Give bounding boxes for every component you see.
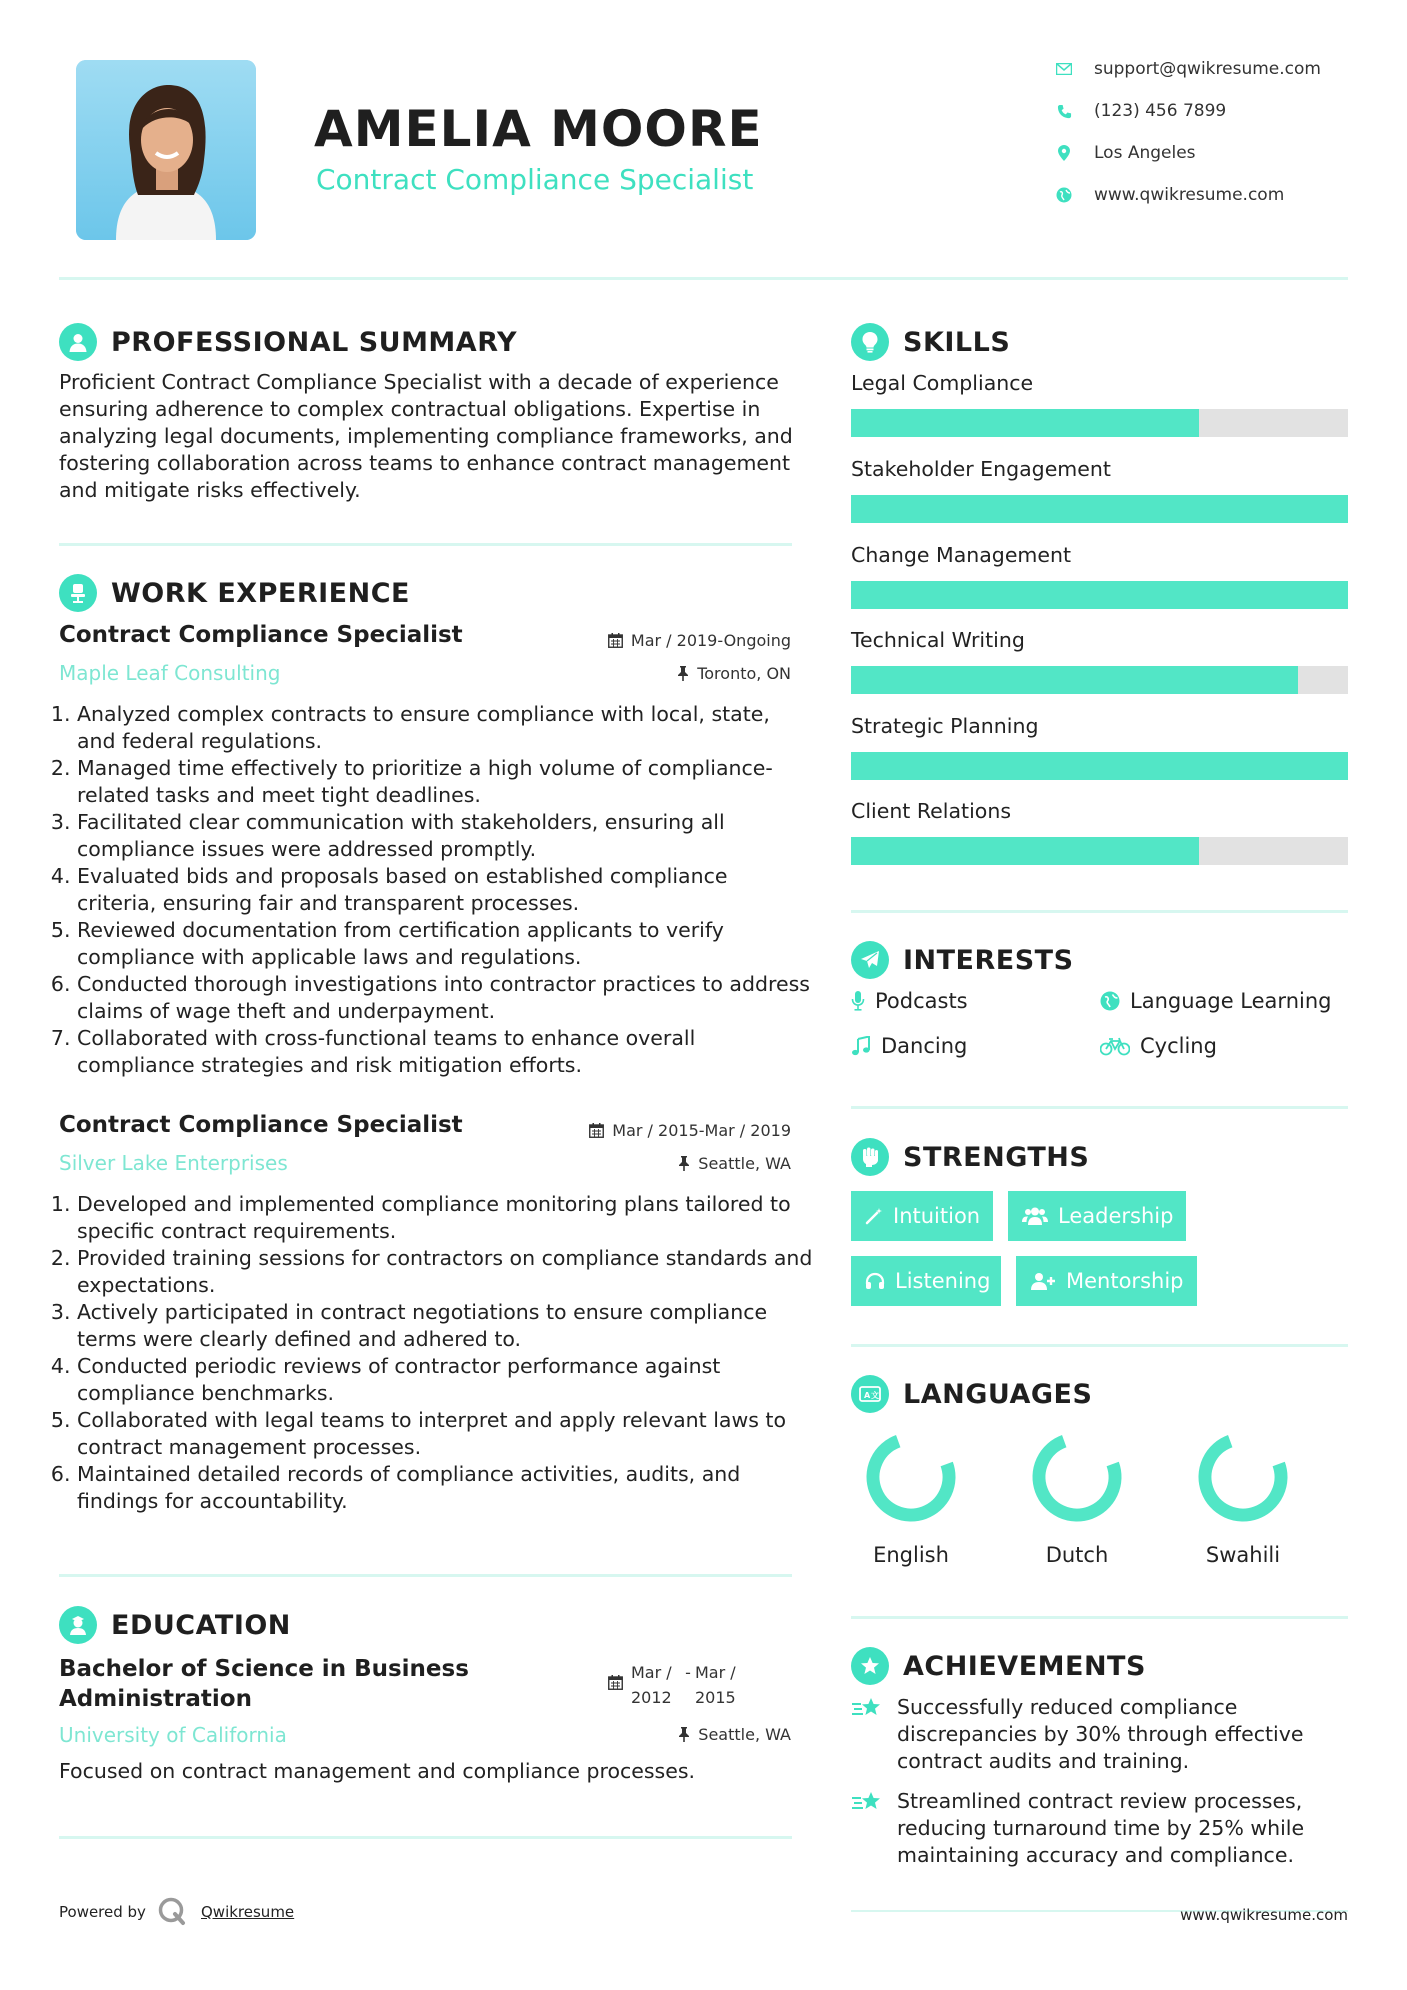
candidate-name: AMELIA MOORE bbox=[314, 100, 763, 158]
language-ring-swahili bbox=[1194, 1428, 1291, 1525]
list-item: 2. Managed time effectively to prioritize a high volume of compliance-related tasks and meet tight deadlines. bbox=[77, 755, 813, 809]
education-degree: Bachelor of Science in Business Administration bbox=[59, 1656, 469, 1712]
list-item: 1. Analyzed complex contracts to ensure compliance with local, state, and federal regulations. bbox=[77, 701, 813, 755]
list-item: 5. Reviewed documentation from certification applicants to verify compliance with applicable laws and regulations. bbox=[77, 917, 813, 971]
job-1-dates: Mar / 2019-Ongoing bbox=[608, 631, 791, 650]
user-icon bbox=[59, 323, 97, 361]
language-label-english: English bbox=[873, 1543, 949, 1567]
education-school: University of California bbox=[59, 1723, 287, 1747]
footer-website[interactable]: www.qwikresume.com bbox=[1180, 1906, 1348, 1924]
summary-text: Proficient Contract Compliance Specialist with a decade of experience ensuring adherence to complex contractual obligations. Expertise in analyzing legal documents, implementing compliance frameworks, and fostering collaboration across teams to enhance contract management and mitigate risks effectively. bbox=[59, 370, 793, 502]
list-item: 5. Collaborated with legal teams to interpret and apply relevant laws to contract management processes. bbox=[77, 1407, 813, 1461]
skill-bar-legal-compliance bbox=[851, 409, 1348, 437]
job-2-dates: Mar / 2015-Mar / 2019 bbox=[589, 1121, 791, 1140]
summary-divider bbox=[59, 543, 792, 546]
envelope-icon bbox=[1056, 61, 1072, 77]
user-plus-icon bbox=[1030, 1272, 1056, 1290]
interests-heading: INTERESTS bbox=[851, 941, 1074, 979]
paper-plane-icon bbox=[851, 941, 889, 979]
lightbulb-icon bbox=[851, 323, 889, 361]
strengths-divider bbox=[851, 1344, 1348, 1347]
qwikresume-logo-icon bbox=[157, 1896, 187, 1930]
job-1-company: Maple Leaf Consulting bbox=[59, 661, 281, 685]
office-chair-icon bbox=[59, 574, 97, 612]
skill-fill bbox=[851, 752, 1348, 780]
globe-icon bbox=[1056, 187, 1072, 203]
contact-website-text: www.qwikresume.com bbox=[1094, 185, 1285, 205]
skill-fill bbox=[851, 666, 1298, 694]
graduate-icon bbox=[59, 1606, 97, 1644]
education-dates: Mar / 2012 - Mar / 2015 bbox=[608, 1660, 745, 1710]
music-note-icon bbox=[851, 1036, 871, 1056]
interests-divider bbox=[851, 1106, 1348, 1109]
profile-photo bbox=[76, 60, 256, 240]
language-card-icon bbox=[851, 1375, 889, 1413]
star-badge-icon bbox=[851, 1647, 889, 1685]
achievement-item-2: Streamlined contract review processes, reducing turnaround time by 25% while maintaining accuracy and compliance. bbox=[851, 1788, 1348, 1869]
contact-location-text: Los Angeles bbox=[1094, 143, 1196, 163]
education-description: Focused on contract management and compliance processes. bbox=[59, 1759, 696, 1783]
skill-label-client-relations: Client Relations bbox=[851, 799, 1012, 823]
calendar-icon bbox=[608, 1675, 623, 1690]
job-2-title: Contract Compliance Specialist bbox=[59, 1112, 463, 1138]
list-item: 3. Actively participated in contract negotiations to ensure compliance terms were clearly defined and adhered to. bbox=[77, 1299, 813, 1353]
contact-phone-text: (123) 456 7899 bbox=[1094, 101, 1227, 121]
contact-email-text: support@qwikresume.com bbox=[1094, 59, 1321, 79]
achievement-item-1: Successfully reduced compliance discrepancies by 30% through effective contract audits and training. bbox=[851, 1694, 1348, 1775]
skill-label-strategic-planning: Strategic Planning bbox=[851, 714, 1039, 738]
footer-brand-link[interactable]: Qwikresume bbox=[201, 1903, 295, 1921]
header-divider bbox=[59, 277, 1348, 280]
job-1-title: Contract Compliance Specialist bbox=[59, 622, 463, 648]
skill-label-change-management: Change Management bbox=[851, 543, 1072, 567]
map-pin-icon bbox=[1056, 145, 1072, 161]
skills-heading: SKILLS bbox=[851, 323, 1010, 361]
svg-text:文: 文 bbox=[871, 1391, 879, 1400]
skill-bar-stakeholder-engagement bbox=[851, 495, 1348, 523]
strength-chip-listening: Listening bbox=[851, 1256, 1001, 1306]
candidate-title: Contract Compliance Specialist bbox=[316, 163, 754, 196]
job-2-bullets bbox=[59, 1191, 813, 1515]
languages-rings bbox=[851, 1422, 1348, 1542]
list-item: 7. Collaborated with cross-functional teams to enhance overall compliance strategies and risk mitigation efforts. bbox=[77, 1025, 813, 1079]
strength-chip-intuition: Intuition bbox=[851, 1191, 993, 1241]
raised-fist-icon bbox=[851, 1138, 889, 1176]
skill-fill bbox=[851, 837, 1199, 865]
interest-podcasts: Podcasts bbox=[851, 989, 968, 1013]
language-label-dutch: Dutch bbox=[1045, 1543, 1109, 1567]
interest-cycling: Cycling bbox=[1100, 1034, 1217, 1058]
list-item: 6. Conducted thorough investigations into contractor practices to address claims of wage theft and underpayment. bbox=[77, 971, 813, 1025]
job-2-location: Seattle, WA bbox=[678, 1154, 791, 1173]
skill-bar-change-management bbox=[851, 581, 1348, 609]
strength-chip-mentorship: Mentorship bbox=[1016, 1256, 1197, 1306]
strengths-heading: STRENGTHS bbox=[851, 1138, 1089, 1176]
list-item: 4. Conducted periodic reviews of contractor performance against compliance benchmarks. bbox=[77, 1353, 813, 1407]
experience-heading: WORK EXPERIENCE bbox=[59, 574, 410, 612]
list-item: 3. Facilitated clear communication with stakeholders, ensuring all compliance issues were addressed promptly. bbox=[77, 809, 813, 863]
summary-heading: PROFESSIONAL SUMMARY bbox=[59, 323, 517, 361]
list-item: 1. Developed and implemented compliance monitoring plans tailored to specific contract requirements. bbox=[77, 1191, 813, 1245]
footer-powered-by: Powered by bbox=[59, 1903, 146, 1921]
language-label-swahili: Swahili bbox=[1205, 1543, 1281, 1567]
pushpin-icon bbox=[677, 666, 689, 681]
language-ring-dutch bbox=[1028, 1428, 1125, 1525]
interest-dancing: Dancing bbox=[851, 1034, 967, 1058]
calendar-icon bbox=[608, 633, 623, 648]
list-item: 2. Provided training sessions for contractors on compliance standards and expectations. bbox=[77, 1245, 813, 1299]
skill-bar-technical-writing bbox=[851, 666, 1348, 694]
contact-email[interactable] bbox=[1056, 54, 1321, 84]
education-location: Seattle, WA bbox=[678, 1725, 791, 1744]
job-1-bullets bbox=[59, 701, 813, 1079]
phone-icon bbox=[1056, 103, 1072, 119]
languages-heading: A 文 LANGUAGES bbox=[851, 1375, 1092, 1413]
list-item: 4. Evaluated bids and proposals based on established compliance criteria, ensuring fair and transparent processes. bbox=[77, 863, 813, 917]
shooting-star-icon bbox=[851, 1788, 887, 1869]
interest-language-learning: Language Learning bbox=[1100, 989, 1331, 1013]
skill-fill bbox=[851, 409, 1199, 437]
contact-phone[interactable] bbox=[1056, 96, 1226, 126]
skill-fill bbox=[851, 581, 1348, 609]
education-divider bbox=[59, 1836, 792, 1839]
magic-wand-icon bbox=[865, 1207, 883, 1225]
skill-label-stakeholder-engagement: Stakeholder Engagement bbox=[851, 457, 1111, 481]
experience-divider bbox=[59, 1574, 792, 1577]
svg-text:A: A bbox=[864, 1391, 871, 1400]
language-ring-english bbox=[862, 1428, 959, 1525]
shooting-star-icon bbox=[851, 1694, 887, 1775]
achievements-heading: ACHIEVEMENTS bbox=[851, 1647, 1146, 1685]
pushpin-icon bbox=[678, 1727, 690, 1742]
contact-location bbox=[1056, 138, 1196, 168]
list-item: 6. Maintained detailed records of compliance activities, audits, and findings for accountability. bbox=[77, 1461, 813, 1515]
globe-icon bbox=[1100, 991, 1120, 1011]
pushpin-icon bbox=[678, 1156, 690, 1171]
bicycle-icon bbox=[1100, 1036, 1130, 1056]
job-1-location: Toronto, ON bbox=[677, 664, 791, 683]
skill-bar-strategic-planning bbox=[851, 752, 1348, 780]
skill-label-technical-writing: Technical Writing bbox=[851, 628, 1025, 652]
strength-chip-leadership: Leadership bbox=[1008, 1191, 1186, 1241]
calendar-icon bbox=[589, 1123, 604, 1138]
users-icon bbox=[1022, 1207, 1048, 1225]
contact-website[interactable] bbox=[1056, 180, 1284, 210]
languages-divider bbox=[851, 1616, 1348, 1619]
job-2-company: Silver Lake Enterprises bbox=[59, 1151, 288, 1175]
skill-bar-client-relations bbox=[851, 837, 1348, 865]
microphone-icon bbox=[851, 991, 865, 1011]
skill-label-legal-compliance: Legal Compliance bbox=[851, 371, 1034, 395]
headphones-icon bbox=[865, 1272, 885, 1290]
education-heading: EDUCATION bbox=[59, 1606, 291, 1644]
skills-divider bbox=[851, 910, 1348, 913]
skill-fill bbox=[851, 495, 1348, 523]
